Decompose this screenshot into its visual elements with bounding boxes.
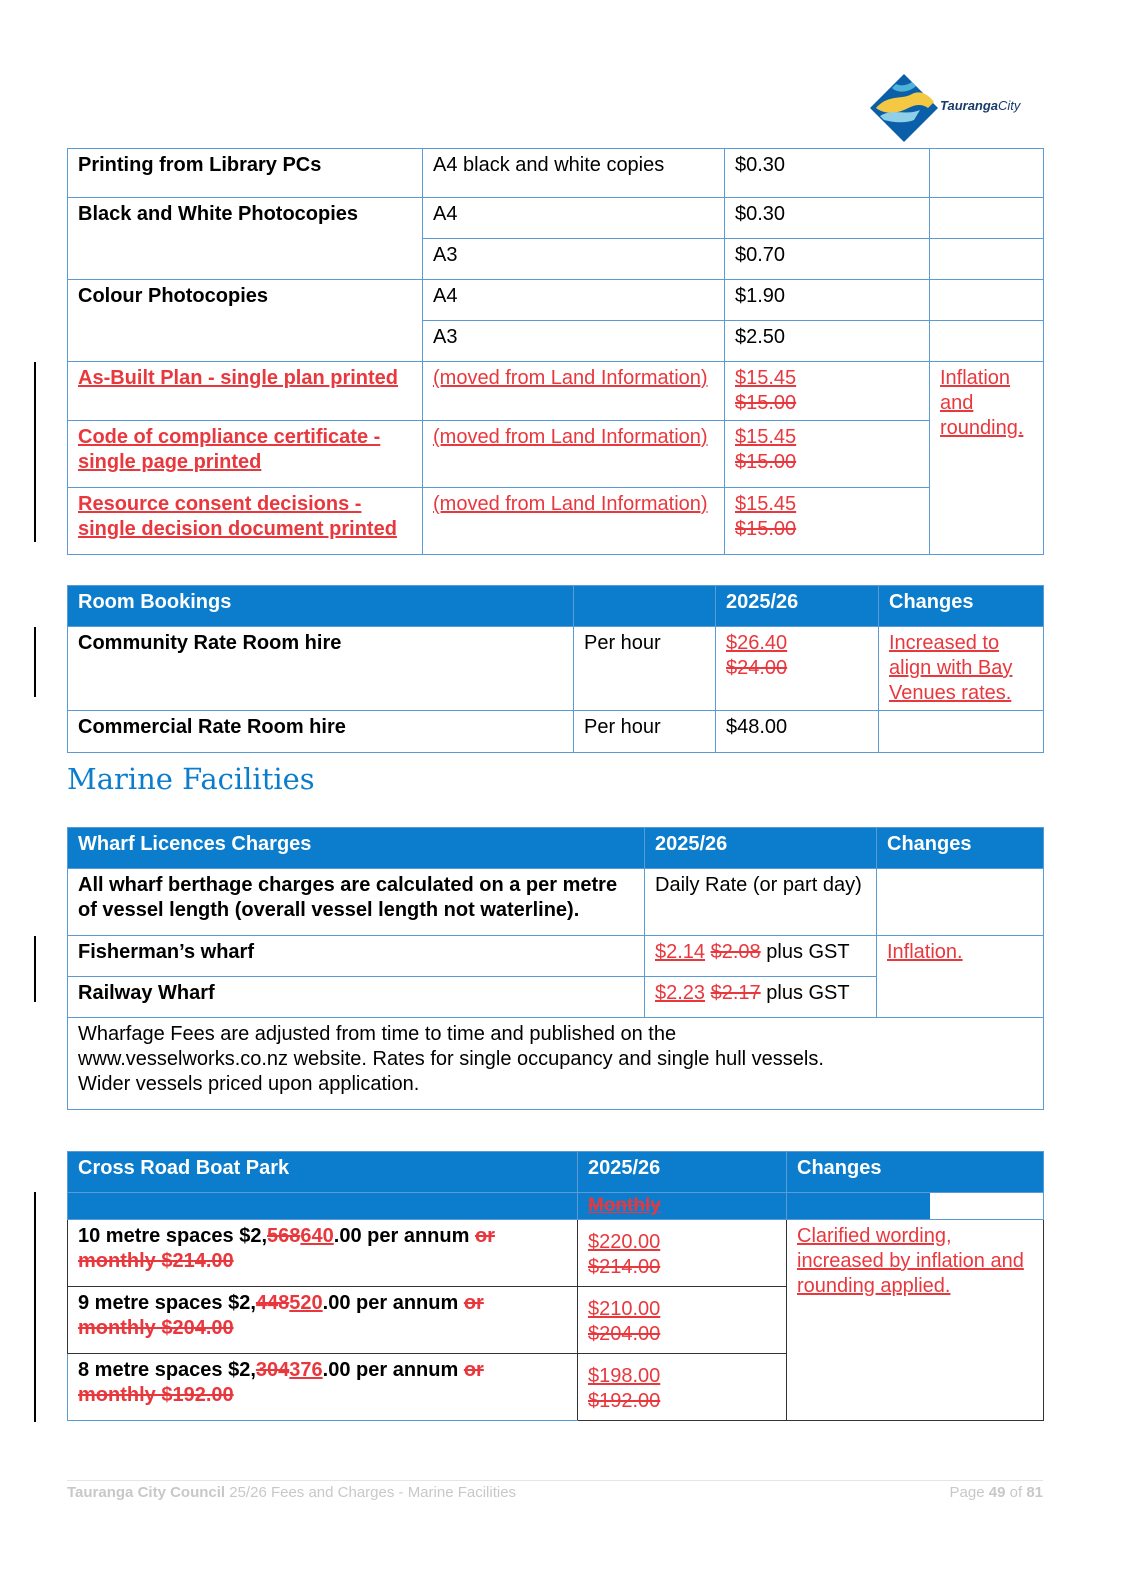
new-value: 376 bbox=[289, 1359, 323, 1381]
subheader-cell bbox=[578, 1193, 787, 1220]
monthly-label: Monthly bbox=[588, 1195, 661, 1216]
header-cell: 2025/26 bbox=[645, 828, 877, 869]
deleted-text: monthly $214.00 bbox=[78, 1250, 234, 1272]
old-price: $2.17 bbox=[710, 982, 761, 1004]
table-row bbox=[68, 627, 1044, 711]
footer-doc: 25/26 Fees and Charges - Marine Facilities bbox=[229, 1484, 517, 1501]
price-cell: $0.30 bbox=[725, 149, 930, 198]
header-cell: 2025/26 bbox=[578, 1152, 787, 1193]
table-row bbox=[68, 198, 1044, 239]
item-cell: Fisherman’s wharf bbox=[68, 936, 645, 977]
table-row bbox=[68, 1018, 1044, 1110]
old-price: $214.00 bbox=[588, 1256, 661, 1278]
new-price: $15.45 bbox=[735, 493, 797, 515]
old-price: $204.00 bbox=[588, 1323, 661, 1345]
item-cell bbox=[68, 1220, 578, 1287]
change-cell bbox=[930, 321, 1044, 362]
table-row bbox=[68, 280, 1044, 321]
deleted-text: or bbox=[463, 1292, 484, 1314]
table-header-row bbox=[68, 586, 1044, 627]
old-price: $2.08 bbox=[710, 941, 761, 963]
new-price: $2.14 bbox=[655, 941, 706, 963]
price-cell: $48.00 bbox=[716, 711, 879, 753]
new-price: $26.40 bbox=[726, 632, 788, 654]
subheader-cell bbox=[68, 1193, 578, 1220]
table-row bbox=[68, 711, 1044, 753]
new-value: 520 bbox=[289, 1292, 323, 1314]
old-price: $15.00 bbox=[735, 392, 797, 414]
page-number: 49 bbox=[988, 1484, 1006, 1501]
item-cell: Resource consent decisions - single decision document printed bbox=[68, 488, 423, 555]
deleted-text: monthly $192.00 bbox=[78, 1384, 234, 1406]
old-price: $15.00 bbox=[735, 451, 797, 473]
unit-cell: Per hour bbox=[574, 627, 716, 711]
item-cell: Community Rate Room hire bbox=[68, 627, 574, 711]
table-row bbox=[68, 488, 1044, 555]
desc-cell: A4 black and white copies bbox=[423, 149, 725, 198]
new-price: $220.00 bbox=[588, 1231, 661, 1253]
deleted-text: or bbox=[463, 1359, 484, 1381]
price-cell bbox=[578, 1287, 787, 1354]
header-cell: 2025/26 bbox=[716, 586, 879, 627]
change-cell: Inflation. bbox=[877, 936, 1044, 1018]
desc-cell: A3 bbox=[423, 239, 725, 280]
item-text: .00 per annum bbox=[322, 1292, 459, 1314]
table-header-row bbox=[68, 828, 1044, 869]
of-label: of bbox=[1009, 1484, 1023, 1501]
tauranga-city-logo bbox=[868, 72, 1048, 144]
new-price: $15.45 bbox=[735, 367, 797, 389]
new-price: $2.23 bbox=[655, 982, 706, 1004]
subheader-cell bbox=[787, 1193, 1044, 1220]
desc-cell: (moved from Land Information) bbox=[423, 421, 725, 488]
item-cell: Colour Photocopies bbox=[68, 280, 423, 321]
desc-cell: A4 bbox=[423, 280, 725, 321]
change-cell bbox=[930, 198, 1044, 239]
old-price: $15.00 bbox=[735, 518, 797, 540]
footer-left bbox=[67, 1484, 516, 1501]
old-price: $24.00 bbox=[726, 657, 788, 679]
price-cell bbox=[725, 488, 930, 555]
desc-cell: (moved from Land Information) bbox=[423, 488, 725, 555]
item-text: .00 per annum bbox=[333, 1225, 470, 1247]
new-price: $210.00 bbox=[588, 1298, 661, 1320]
desc-cell: (moved from Land Information) bbox=[423, 362, 725, 421]
item-cell: Printing from Library PCs bbox=[68, 149, 423, 198]
price-cell: $1.90 bbox=[725, 280, 930, 321]
table-row bbox=[68, 362, 1044, 421]
header-cell: Room Bookings bbox=[68, 586, 574, 627]
table-header-row bbox=[68, 1152, 1044, 1193]
item-cell: All wharf berthage charges are calculated on a per metre of vessel length (overall vessel length not waterline). bbox=[68, 869, 645, 936]
change-cell: Increased to align with Bay Venues rates. bbox=[879, 627, 1044, 711]
change-note-cell: Clarified wording, increased by inflation and rounding applied. bbox=[787, 1220, 1044, 1421]
table-row bbox=[68, 321, 1044, 362]
header-cell: Wharf Licences Charges bbox=[68, 828, 645, 869]
item-cell bbox=[68, 1287, 578, 1354]
price-cell bbox=[578, 1354, 787, 1421]
change-bar bbox=[34, 627, 36, 697]
new-price: $15.45 bbox=[735, 426, 797, 448]
wharfage-note-cell: Wharfage Fees are adjusted from time to time and published on the www.vesselworks.co.nz website. Rates for single occupancy and single hull vessels. Wider vessels priced upon application. bbox=[68, 1018, 1044, 1110]
table-row bbox=[68, 421, 1044, 488]
footer-divider bbox=[67, 1480, 1043, 1481]
new-price: $198.00 bbox=[588, 1365, 661, 1387]
table-row bbox=[68, 239, 1044, 280]
price-cell bbox=[578, 1220, 787, 1287]
table-row bbox=[68, 936, 1044, 977]
price-cell bbox=[716, 627, 879, 711]
price-cell: $0.30 bbox=[725, 198, 930, 239]
price-cell: Daily Rate (or part day) bbox=[645, 869, 877, 936]
item-cell: Black and White Photocopies bbox=[68, 198, 423, 239]
deleted-text: or bbox=[474, 1225, 495, 1247]
header-cell: Cross Road Boat Park bbox=[68, 1152, 578, 1193]
logo-word: Tauranga bbox=[940, 98, 999, 113]
change-bar bbox=[34, 362, 36, 542]
item-cell: As-Built Plan - single plan printed bbox=[68, 362, 423, 421]
table-row bbox=[68, 869, 1044, 936]
item-cell bbox=[68, 321, 423, 362]
table-row bbox=[68, 149, 1044, 198]
price-suffix: plus GST bbox=[766, 941, 850, 963]
section-heading: Marine Facilities bbox=[67, 762, 315, 796]
item-cell bbox=[68, 239, 423, 280]
item-text: 10 metre spaces $2, bbox=[78, 1225, 268, 1247]
price-cell bbox=[645, 936, 877, 977]
old-value: 568 bbox=[267, 1225, 301, 1247]
printing-fees-table bbox=[67, 148, 1044, 555]
old-value: 304 bbox=[255, 1359, 290, 1381]
header-cell bbox=[574, 586, 716, 627]
change-cell bbox=[930, 280, 1044, 321]
price-cell bbox=[725, 421, 930, 488]
item-text: 9 metre spaces $2, bbox=[78, 1292, 256, 1314]
item-text: 8 metre spaces $2, bbox=[78, 1359, 256, 1381]
wharf-licences-table bbox=[67, 827, 1044, 1110]
page-label: Page bbox=[949, 1484, 985, 1501]
item-cell bbox=[68, 1354, 578, 1421]
new-value: 640 bbox=[300, 1225, 334, 1247]
header-cell: Changes bbox=[877, 828, 1044, 869]
old-value: 448 bbox=[255, 1292, 290, 1314]
change-cell bbox=[877, 869, 1044, 936]
header-cell: Changes bbox=[879, 586, 1044, 627]
item-cell: Code of compliance certificate - single page printed bbox=[68, 421, 423, 488]
table-subheader-row bbox=[68, 1193, 1044, 1220]
item-cell: Railway Wharf bbox=[68, 977, 645, 1018]
change-cell bbox=[930, 239, 1044, 280]
price-cell: $0.70 bbox=[725, 239, 930, 280]
page-total: 81 bbox=[1026, 1484, 1043, 1501]
footer-org: Tauranga City Council bbox=[67, 1484, 226, 1501]
price-cell bbox=[645, 977, 877, 1018]
change-note-cell: Inflation and rounding. bbox=[930, 362, 1044, 555]
change-bar bbox=[34, 936, 36, 1002]
logo-city: City bbox=[998, 98, 1021, 113]
unit-cell: Per hour bbox=[574, 711, 716, 753]
header-cell: Changes bbox=[787, 1152, 1044, 1193]
boat-park-table bbox=[67, 1151, 1044, 1421]
desc-cell: A4 bbox=[423, 198, 725, 239]
desc-cell: A3 bbox=[423, 321, 725, 362]
price-suffix: plus GST bbox=[766, 982, 850, 1004]
change-bar bbox=[34, 1192, 36, 1422]
item-cell: Commercial Rate Room hire bbox=[68, 711, 574, 753]
room-bookings-table bbox=[67, 585, 1044, 753]
change-cell bbox=[930, 149, 1044, 198]
price-cell bbox=[725, 362, 930, 421]
footer-right bbox=[900, 1484, 1043, 1501]
deleted-text: monthly $204.00 bbox=[78, 1317, 234, 1339]
table-row bbox=[68, 1220, 1044, 1287]
price-cell: $2.50 bbox=[725, 321, 930, 362]
item-text: .00 per annum bbox=[322, 1359, 459, 1381]
logo-mark-icon bbox=[868, 72, 940, 144]
change-cell bbox=[879, 711, 1044, 753]
old-price: $192.00 bbox=[588, 1390, 661, 1412]
